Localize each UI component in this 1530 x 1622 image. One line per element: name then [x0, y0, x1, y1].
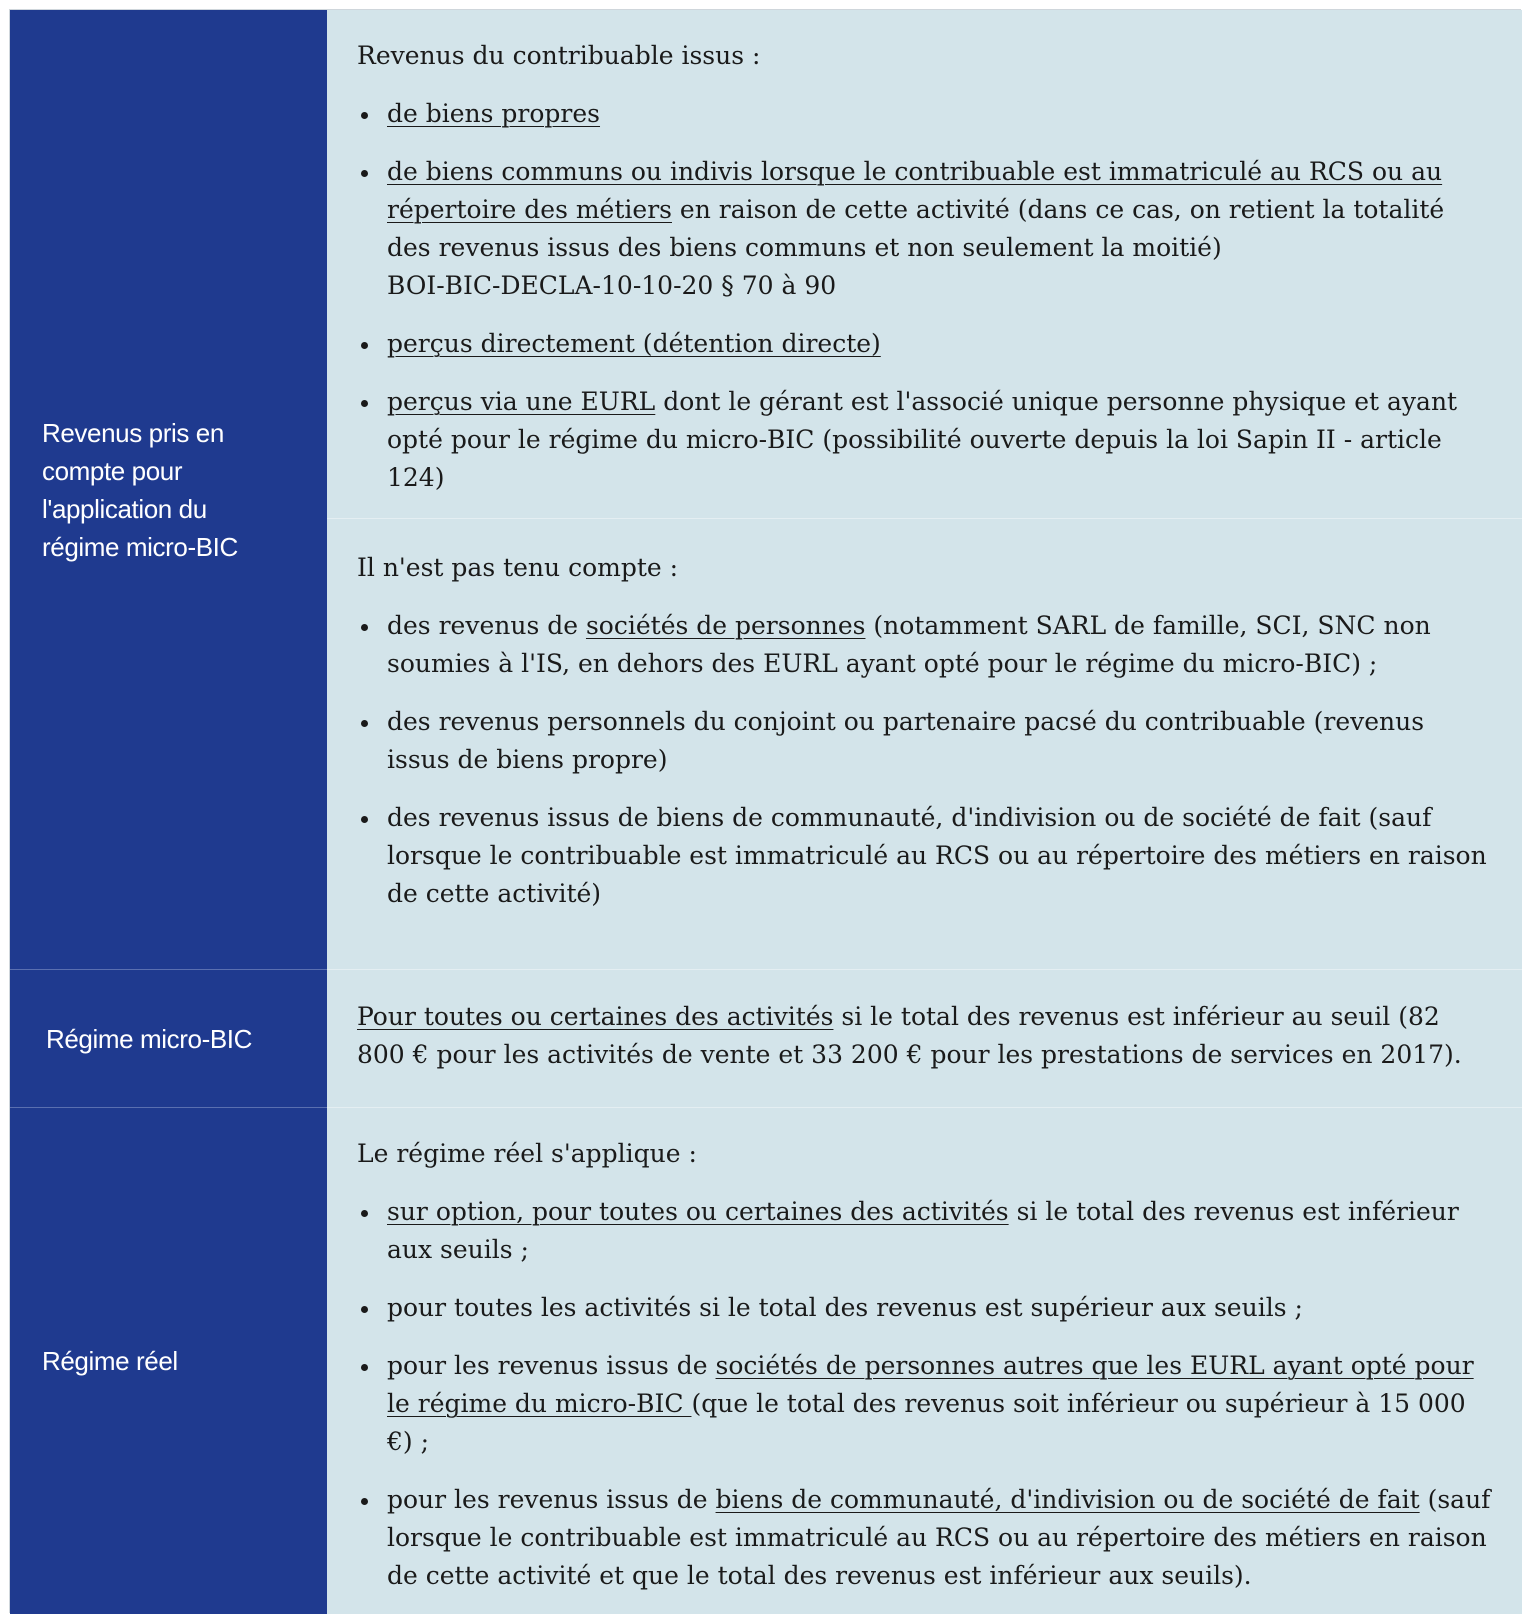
list-item: [357, 1289, 1492, 1327]
item-text: (que le total des revenus soit inférieur ou supérieur à 15 000 €) ;: [387, 1389, 1466, 1456]
list-item: [357, 153, 1492, 305]
inline-link[interactable]: sociétés de personnes autres que les EURL ayant opté pour le régime du micro-BIC: [387, 1351, 1474, 1418]
inline-link[interactable]: biens de communauté, d'indivision ou de société de fait: [715, 1485, 1420, 1514]
row-header-micro-bic: [10, 970, 327, 1108]
inline-link[interactable]: de biens communs ou indivis lorsque le contribuable est immatriculé au RCS ou au répertoire des métiers: [387, 157, 1443, 224]
inline-link[interactable]: sociétés de personnes: [585, 611, 866, 640]
item-text: dont le gérant est l'associé unique personne physique et ayant opté pour le régime du micro-BIC (possibilité ouverte depuis la loi Sapin II - article 124): [387, 387, 1458, 492]
included-list: [357, 95, 1492, 497]
boi-reference: BOI-BIC-DECLA-10-10-20 § 70 à 90: [387, 271, 837, 300]
regime-reel-list: [357, 1193, 1492, 1595]
inline-link[interactable]: perçus directement (détention directe): [387, 329, 881, 358]
item-prefix: pour les revenus issus de: [387, 1485, 716, 1514]
item-text: des revenus issus de biens de communauté, d'indivision ou de société de fait (sauf lorsque le contribuable est immatriculé au RCS ou au répertoire des métiers en raison de cette activité): [387, 803, 1487, 908]
paragraph-text: si le total des revenus est inférieur au seuil (82 800 € pour les activités de vente et 33 200 € pour les prestations de services en 2017).: [357, 1002, 1462, 1069]
block-lead: Le régime réel s'applique :: [357, 1139, 697, 1168]
item-text: (sauf lorsque le contribuable est immatriculé au RCS ou au répertoire des métiers en raison de cette activité et que le total des revenus est inférieur aux seuils).: [387, 1485, 1491, 1590]
list-item: [357, 95, 1492, 133]
inline-link[interactable]: sur option, pour toutes ou certaines des activités: [387, 1197, 1009, 1226]
list-item: [357, 325, 1492, 363]
item-text: pour toutes les activités si le total des revenus est supérieur aux seuils ;: [387, 1293, 1303, 1322]
list-item: [357, 703, 1492, 779]
revenus-excluded-cell: [327, 519, 1522, 970]
micro-bic-cell: [327, 970, 1522, 1108]
row-header-label: Régime micro-BIC: [46, 1023, 252, 1054]
list-item: [357, 383, 1492, 497]
item-prefix: pour les revenus issus de: [387, 1351, 716, 1380]
block-lead: Il n'est pas tenu compte :: [357, 553, 679, 582]
row-header-regime-reel: [10, 1108, 327, 1614]
list-item: [357, 607, 1492, 683]
block-lead: Revenus du contribuable issus :: [357, 41, 761, 70]
regime-table: [9, 9, 1521, 1613]
micro-bic-paragraph: [357, 998, 1492, 1074]
item-text: des revenus personnels du conjoint ou partenaire pacsé du contribuable (revenus issus de biens propre): [387, 707, 1425, 774]
inline-link[interactable]: de biens propres: [387, 99, 601, 128]
item-text: si le total des revenus est inférieur aux seuils ;: [387, 1197, 1459, 1264]
inline-link[interactable]: Pour toutes ou certaines des activités: [357, 1002, 834, 1031]
regime-reel-cell: [327, 1108, 1522, 1614]
item-text: (notamment SARL de famille, SCI, SNC non soumies à l'IS, en dehors des EURL ayant opté pour le régime du micro-BIC) ;: [387, 611, 1431, 678]
row-header-label: Régime réel: [42, 1346, 178, 1376]
row-header-label: Revenus pris en compte pour l'application du régime micro-BIC: [42, 417, 238, 562]
list-item: [357, 799, 1492, 913]
list-item: [357, 1481, 1492, 1595]
inline-link[interactable]: perçus via une EURL: [387, 387, 656, 416]
list-item: [357, 1193, 1492, 1269]
item-prefix: des revenus de: [387, 611, 586, 640]
item-text: en raison de cette activité (dans ce cas, on retient la totalité des revenus issus des biens communs et non seulement la moitié): [387, 195, 1445, 262]
list-item: [357, 1347, 1492, 1461]
revenus-included-cell: [327, 10, 1522, 519]
excluded-list: [357, 607, 1492, 913]
row-header-revenus: [10, 10, 327, 970]
